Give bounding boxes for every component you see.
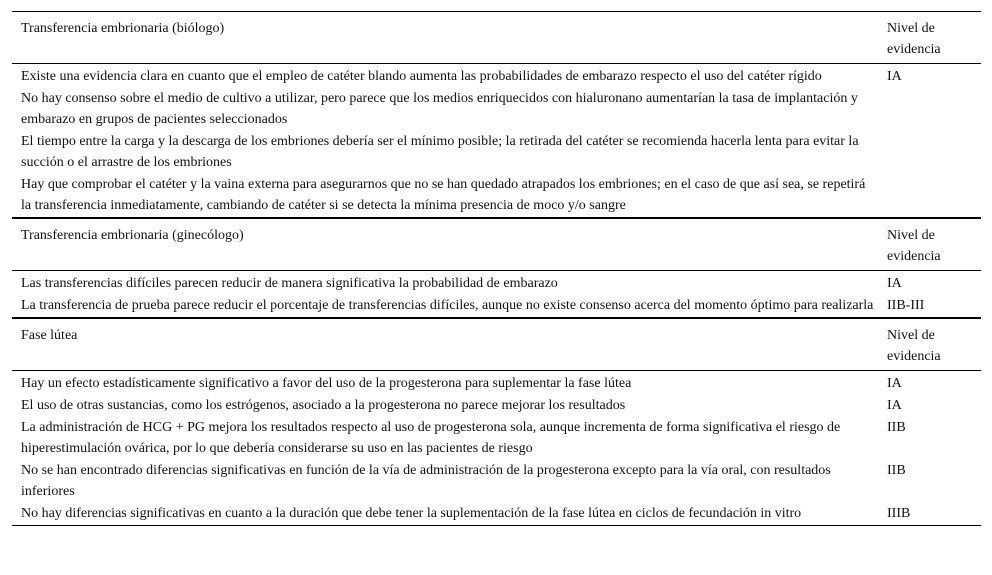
level-header: Nivel de evidencia	[887, 21, 941, 57]
table-row	[12, 66, 981, 88]
row-text: Hay que comprobar el catéter y la vaina externa para asegurarnos que no se han quedado atrapados los embriones; en el caso de que así sea, se repetirá la transferencia inmediatamente, cambiando de catéter si se detecta la mínima presencia de moco y/o sangre	[21, 177, 866, 213]
row-text: Existe una evidencia clara en cuanto que el empleo de catéter blando aumenta las probabilidades de embarazo respecto el uso del catéter rígido	[21, 69, 822, 84]
section-rows	[12, 63, 981, 217]
section-rows	[12, 270, 981, 317]
level-header: Nivel de evidencia	[887, 328, 941, 364]
evidence-table	[12, 11, 981, 526]
row-text: La administración de HCG + PG mejora los resultados respecto al uso de progesterona sola, aunque incrementa de forma significativa el riesgo de hiperestimulación ovárica, por lo que debería considerarse su uso en las pacientes de riesgo	[21, 420, 841, 456]
level-header: Nivel de evidencia	[887, 228, 941, 264]
row-text: Hay un efecto estadísticamente significativo a favor del uso de la progesterona para suplementar la fase lútea	[21, 376, 632, 391]
section-title: Transferencia embrionaria (ginecólogo)	[21, 228, 244, 243]
table-row	[12, 273, 981, 295]
row-level: IA	[887, 276, 902, 291]
section-header	[12, 317, 981, 370]
row-text: La transferencia de prueba parece reducir el porcentaje de transferencias difíciles, aunque no existe consenso acerca del momento óptimo para realizarla	[21, 298, 874, 313]
row-text: No hay consenso sobre el medio de cultivo a utilizar, pero parece que los medios enriquecidos con hialuronano aumentarían la tasa de implantación y embarazo en grupos de pacientes seleccionados	[21, 91, 858, 127]
row-level	[887, 131, 981, 173]
table-row	[12, 417, 981, 460]
section-title: Fase lútea	[21, 328, 78, 343]
table-row	[12, 373, 981, 395]
row-level	[887, 174, 981, 216]
row-text: El tiempo entre la carga y la descarga de los embriones debería ser el mínimo posible; la retirada del catéter se recomienda hacerla lenta para evitar la succión o el arrastre de los embriones	[21, 134, 859, 170]
table-row	[12, 295, 981, 317]
row-level: IIB-III	[887, 298, 925, 313]
section-header	[12, 217, 981, 270]
table-row	[12, 503, 981, 525]
table-row	[12, 395, 981, 417]
row-level: IA	[887, 376, 902, 391]
table-row	[12, 88, 981, 131]
row-level: IIIB	[887, 506, 911, 521]
table-row	[12, 131, 981, 174]
row-level: IIB	[887, 420, 906, 435]
table-row	[12, 174, 981, 217]
row-level: IA	[887, 398, 902, 413]
table-row	[12, 460, 981, 503]
row-text: El uso de otras sustancias, como los estrógenos, asociado a la progesterona no parece mejorar los resultados	[21, 398, 626, 413]
row-level: IIB	[887, 463, 906, 478]
row-text: No hay diferencias significativas en cuanto a la duración que debe tener la suplementación de la fase lútea en ciclos de fecundación in vitro	[21, 506, 802, 521]
row-text: Las transferencias difíciles parecen reducir de manera significativa la probabilidad de embarazo	[21, 276, 558, 291]
row-level	[887, 88, 981, 130]
section-rows	[12, 370, 981, 525]
row-text: No se han encontrado diferencias significativas en función de la vía de administración de la progesterona excepto para la vía oral, con resultados inferiores	[21, 463, 831, 499]
row-level: IA	[887, 69, 902, 84]
section-title: Transferencia embrionaria (biólogo)	[21, 21, 225, 36]
section-header	[12, 12, 981, 63]
